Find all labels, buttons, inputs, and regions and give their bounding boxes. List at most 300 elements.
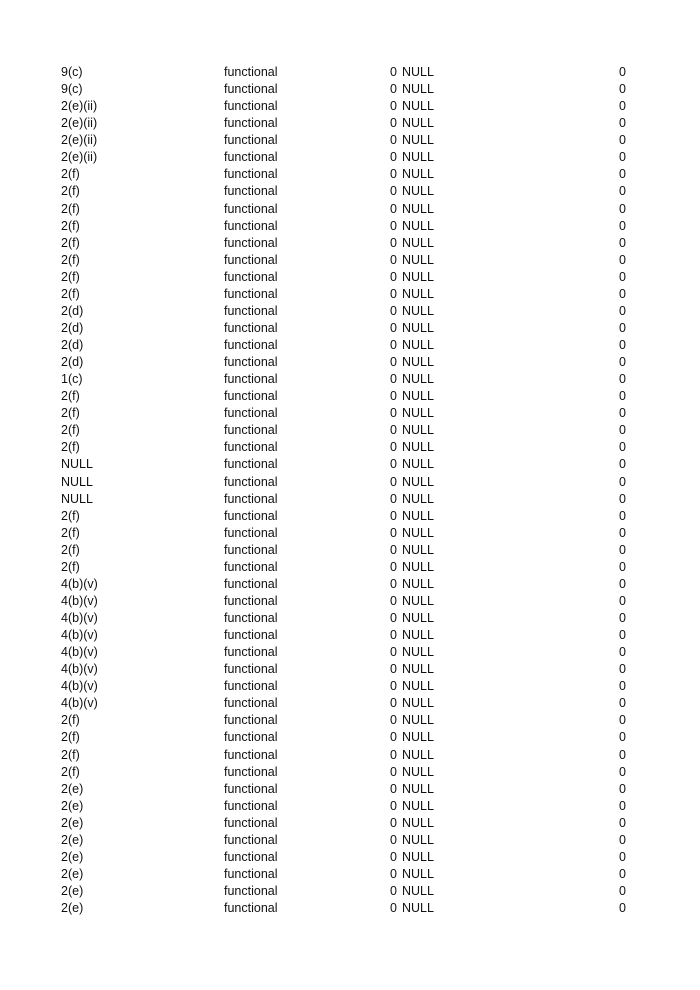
null-cell: NULL — [402, 747, 434, 762]
table-row — [0, 303, 700, 320]
ref-cell: 2(f) — [61, 235, 80, 250]
null-cell: NULL — [402, 423, 434, 438]
null-cell: NULL — [402, 201, 434, 216]
value-cell: 0 — [619, 252, 626, 267]
value-cell: 0 — [619, 440, 626, 455]
count-cell: 0 — [390, 457, 397, 472]
count-cell: 0 — [390, 901, 397, 916]
null-cell: NULL — [402, 286, 434, 301]
count-cell: 0 — [390, 866, 397, 881]
count-cell: 0 — [390, 423, 397, 438]
table-row — [0, 491, 700, 508]
value-cell: 0 — [619, 167, 626, 182]
null-cell: NULL — [402, 713, 434, 728]
table-row — [0, 525, 700, 542]
count-cell: 0 — [390, 82, 397, 97]
type-cell: functional — [224, 423, 278, 438]
ref-cell: 2(f) — [61, 167, 80, 182]
type-cell: functional — [224, 406, 278, 421]
type-cell: functional — [224, 116, 278, 131]
table-row — [0, 269, 700, 286]
null-cell: NULL — [402, 184, 434, 199]
ref-cell: 2(f) — [61, 559, 80, 574]
table-row — [0, 252, 700, 269]
ref-cell: 2(f) — [61, 201, 80, 216]
count-cell: 0 — [390, 184, 397, 199]
value-cell: 0 — [619, 372, 626, 387]
type-cell: functional — [224, 696, 278, 711]
type-cell: functional — [224, 82, 278, 97]
ref-cell: 2(d) — [61, 303, 84, 318]
null-cell: NULL — [402, 303, 434, 318]
null-cell: NULL — [402, 491, 434, 506]
count-cell: 0 — [390, 849, 397, 864]
count-cell: 0 — [390, 713, 397, 728]
count-cell: 0 — [390, 798, 397, 813]
count-cell: 0 — [390, 269, 397, 284]
table-row — [0, 286, 700, 303]
count-cell: 0 — [390, 440, 397, 455]
value-cell: 0 — [619, 866, 626, 881]
table-row — [0, 388, 700, 405]
ref-cell: 4(b)(v) — [61, 611, 98, 625]
table-row — [0, 64, 700, 81]
ref-cell: 2(e)(ii) — [61, 150, 98, 165]
type-cell: functional — [224, 525, 278, 540]
value-cell: 0 — [619, 286, 626, 301]
value-cell: 0 — [619, 559, 626, 574]
value-cell: 0 — [619, 696, 626, 711]
table-row — [0, 422, 700, 439]
table-row — [0, 183, 700, 200]
table-row — [0, 508, 700, 525]
null-cell: NULL — [402, 679, 434, 694]
count-cell: 0 — [390, 662, 397, 677]
ref-cell: 2(f) — [61, 269, 80, 284]
count-cell: 0 — [390, 252, 397, 267]
null-cell: NULL — [402, 849, 434, 864]
count-cell: 0 — [390, 525, 397, 540]
ref-cell: 4(b)(v) — [61, 576, 98, 591]
type-cell: functional — [224, 355, 278, 370]
table-row — [0, 712, 700, 729]
ref-cell: 2(d) — [61, 338, 84, 352]
count-cell: 0 — [390, 576, 397, 591]
count-cell: 0 — [390, 389, 397, 404]
null-cell: NULL — [402, 611, 434, 625]
type-cell: functional — [224, 99, 278, 114]
ref-cell: 9(c) — [61, 65, 83, 79]
table-row — [0, 832, 700, 849]
table-row — [0, 405, 700, 422]
count-cell: 0 — [390, 406, 397, 421]
table-row — [0, 849, 700, 866]
null-cell: NULL — [402, 781, 434, 796]
value-cell: 0 — [619, 184, 626, 199]
value-cell: 0 — [619, 781, 626, 796]
ref-cell: 2(e) — [61, 866, 84, 881]
null-cell: NULL — [402, 542, 434, 557]
ref-cell: 2(f) — [61, 406, 80, 421]
null-cell: NULL — [402, 866, 434, 881]
type-cell: functional — [224, 679, 278, 694]
value-cell: 0 — [619, 713, 626, 728]
null-cell: NULL — [402, 116, 434, 131]
table-row — [0, 610, 700, 627]
ref-cell: 1(c) — [61, 372, 83, 387]
null-cell: NULL — [402, 65, 434, 79]
null-cell: NULL — [402, 815, 434, 830]
null-cell: NULL — [402, 474, 434, 489]
ref-cell: 2(e) — [61, 815, 84, 830]
null-cell: NULL — [402, 696, 434, 711]
type-cell: functional — [224, 730, 278, 745]
null-cell: NULL — [402, 150, 434, 165]
value-cell: 0 — [619, 303, 626, 318]
type-cell: functional — [224, 65, 278, 79]
count-cell: 0 — [390, 218, 397, 233]
value-cell: 0 — [619, 542, 626, 557]
null-cell: NULL — [402, 645, 434, 660]
ref-cell: 4(b)(v) — [61, 628, 98, 643]
ref-cell: NULL — [61, 491, 93, 506]
type-cell: functional — [224, 320, 278, 335]
count-cell: 0 — [390, 747, 397, 762]
value-cell: 0 — [619, 201, 626, 216]
value-cell: 0 — [619, 269, 626, 284]
null-cell: NULL — [402, 525, 434, 540]
type-cell: functional — [224, 218, 278, 233]
count-cell: 0 — [390, 730, 397, 745]
count-cell: 0 — [390, 303, 397, 318]
table-row — [0, 883, 700, 900]
value-cell: 0 — [619, 355, 626, 370]
ref-cell: 2(f) — [61, 508, 80, 523]
type-cell: functional — [224, 184, 278, 199]
type-cell: functional — [224, 440, 278, 455]
ref-cell: 2(e) — [61, 832, 84, 847]
type-cell: functional — [224, 150, 278, 165]
ref-cell: 2(f) — [61, 730, 80, 745]
value-cell: 0 — [619, 815, 626, 830]
null-cell: NULL — [402, 235, 434, 250]
value-cell: 0 — [619, 849, 626, 864]
table-row — [0, 149, 700, 166]
type-cell: functional — [224, 457, 278, 472]
ref-cell: 2(e) — [61, 798, 84, 813]
value-cell: 0 — [619, 320, 626, 335]
value-cell: 0 — [619, 389, 626, 404]
value-cell: 0 — [619, 150, 626, 165]
count-cell: 0 — [390, 832, 397, 847]
value-cell: 0 — [619, 576, 626, 591]
table-row — [0, 781, 700, 798]
type-cell: functional — [224, 303, 278, 318]
null-cell: NULL — [402, 901, 434, 916]
value-cell: 0 — [619, 491, 626, 506]
type-cell: functional — [224, 901, 278, 916]
table-row — [0, 593, 700, 610]
table-row — [0, 218, 700, 235]
type-cell: functional — [224, 508, 278, 523]
type-cell: functional — [224, 764, 278, 779]
table-row — [0, 798, 700, 815]
count-cell: 0 — [390, 150, 397, 165]
count-cell: 0 — [390, 679, 397, 694]
type-cell: functional — [224, 474, 278, 489]
table-row — [0, 98, 700, 115]
ref-cell: 2(e)(ii) — [61, 99, 98, 114]
ref-cell: 2(d) — [61, 355, 84, 370]
value-cell: 0 — [619, 82, 626, 97]
ref-cell: 2(e) — [61, 884, 84, 898]
type-cell: functional — [224, 491, 278, 506]
null-cell: NULL — [402, 730, 434, 745]
value-cell: 0 — [619, 457, 626, 472]
null-cell: NULL — [402, 355, 434, 370]
type-cell: functional — [224, 832, 278, 847]
value-cell: 0 — [619, 611, 626, 625]
ref-cell: 2(f) — [61, 440, 80, 455]
count-cell: 0 — [390, 372, 397, 387]
type-cell: functional — [224, 713, 278, 728]
table-row — [0, 678, 700, 695]
null-cell: NULL — [402, 167, 434, 182]
null-cell: NULL — [402, 440, 434, 455]
ref-cell: 2(f) — [61, 542, 80, 557]
table-row — [0, 439, 700, 456]
type-cell: functional — [224, 645, 278, 660]
table-row — [0, 627, 700, 644]
ref-cell: NULL — [61, 457, 93, 472]
null-cell: NULL — [402, 764, 434, 779]
value-cell: 0 — [619, 628, 626, 643]
count-cell: 0 — [390, 65, 397, 79]
table-row — [0, 354, 700, 371]
type-cell: functional — [224, 611, 278, 625]
type-cell: functional — [224, 286, 278, 301]
data-table — [0, 64, 700, 917]
table-row — [0, 235, 700, 252]
null-cell: NULL — [402, 406, 434, 421]
count-cell: 0 — [390, 815, 397, 830]
type-cell: functional — [224, 252, 278, 267]
count-cell: 0 — [390, 286, 397, 301]
type-cell: functional — [224, 576, 278, 591]
value-cell: 0 — [619, 730, 626, 745]
ref-cell: 4(b)(v) — [61, 696, 98, 711]
type-cell: functional — [224, 167, 278, 182]
table-row — [0, 371, 700, 388]
count-cell: 0 — [390, 116, 397, 131]
value-cell: 0 — [619, 508, 626, 523]
null-cell: NULL — [402, 269, 434, 284]
ref-cell: 4(b)(v) — [61, 662, 98, 677]
value-cell: 0 — [619, 525, 626, 540]
null-cell: NULL — [402, 133, 434, 148]
ref-cell: 2(f) — [61, 423, 80, 438]
null-cell: NULL — [402, 252, 434, 267]
ref-cell: 2(e) — [61, 901, 84, 916]
table-row — [0, 456, 700, 473]
table-row — [0, 474, 700, 491]
value-cell: 0 — [619, 235, 626, 250]
count-cell: 0 — [390, 611, 397, 625]
count-cell: 0 — [390, 355, 397, 370]
type-cell: functional — [224, 201, 278, 216]
value-cell: 0 — [619, 593, 626, 608]
null-cell: NULL — [402, 576, 434, 591]
table-row — [0, 729, 700, 746]
type-cell: functional — [224, 269, 278, 284]
count-cell: 0 — [390, 133, 397, 148]
null-cell: NULL — [402, 508, 434, 523]
value-cell: 0 — [619, 133, 626, 148]
null-cell: NULL — [402, 628, 434, 643]
type-cell: functional — [224, 815, 278, 830]
type-cell: functional — [224, 662, 278, 677]
ref-cell: 2(e)(ii) — [61, 133, 98, 148]
type-cell: functional — [224, 628, 278, 643]
null-cell: NULL — [402, 389, 434, 404]
value-cell: 0 — [619, 65, 626, 79]
table-row — [0, 900, 700, 917]
table-row — [0, 115, 700, 132]
ref-cell: 4(b)(v) — [61, 645, 98, 660]
type-cell: functional — [224, 747, 278, 762]
value-cell: 0 — [619, 474, 626, 489]
table-row — [0, 644, 700, 661]
null-cell: NULL — [402, 320, 434, 335]
value-cell: 0 — [619, 99, 626, 114]
count-cell: 0 — [390, 235, 397, 250]
ref-cell: 2(f) — [61, 389, 80, 404]
count-cell: 0 — [390, 201, 397, 216]
value-cell: 0 — [619, 901, 626, 916]
null-cell: NULL — [402, 798, 434, 813]
ref-cell: 2(f) — [61, 525, 80, 540]
table-row — [0, 747, 700, 764]
value-cell: 0 — [619, 218, 626, 233]
table-row — [0, 201, 700, 218]
null-cell: NULL — [402, 559, 434, 574]
ref-cell: 9(c) — [61, 82, 83, 97]
ref-cell: 2(f) — [61, 713, 80, 728]
table-row — [0, 81, 700, 98]
ref-cell: 2(e) — [61, 781, 84, 796]
type-cell: functional — [224, 372, 278, 387]
count-cell: 0 — [390, 764, 397, 779]
ref-cell: NULL — [61, 474, 93, 489]
table-row — [0, 661, 700, 678]
ref-cell: 2(e)(ii) — [61, 116, 98, 131]
ref-cell: 2(e) — [61, 849, 84, 864]
ref-cell: 2(d) — [61, 320, 84, 335]
count-cell: 0 — [390, 167, 397, 182]
null-cell: NULL — [402, 662, 434, 677]
type-cell: functional — [224, 389, 278, 404]
count-cell: 0 — [390, 99, 397, 114]
value-cell: 0 — [619, 338, 626, 352]
count-cell: 0 — [390, 320, 397, 335]
ref-cell: 4(b)(v) — [61, 679, 98, 694]
value-cell: 0 — [619, 884, 626, 898]
value-cell: 0 — [619, 662, 626, 677]
count-cell: 0 — [390, 559, 397, 574]
null-cell: NULL — [402, 218, 434, 233]
ref-cell: 2(f) — [61, 286, 80, 301]
type-cell: functional — [224, 593, 278, 608]
value-cell: 0 — [619, 645, 626, 660]
table-row — [0, 866, 700, 883]
value-cell: 0 — [619, 798, 626, 813]
count-cell: 0 — [390, 508, 397, 523]
value-cell: 0 — [619, 764, 626, 779]
ref-cell: 2(f) — [61, 218, 80, 233]
null-cell: NULL — [402, 82, 434, 97]
value-cell: 0 — [619, 116, 626, 131]
count-cell: 0 — [390, 542, 397, 557]
table-row — [0, 132, 700, 149]
table-row — [0, 320, 700, 337]
type-cell: functional — [224, 133, 278, 148]
null-cell: NULL — [402, 832, 434, 847]
value-cell: 0 — [619, 679, 626, 694]
type-cell: functional — [224, 235, 278, 250]
ref-cell: 2(f) — [61, 747, 80, 762]
ref-cell: 2(f) — [61, 764, 80, 779]
count-cell: 0 — [390, 884, 397, 898]
null-cell: NULL — [402, 457, 434, 472]
count-cell: 0 — [390, 645, 397, 660]
null-cell: NULL — [402, 338, 434, 352]
count-cell: 0 — [390, 628, 397, 643]
ref-cell: 2(f) — [61, 184, 80, 199]
type-cell: functional — [224, 798, 278, 813]
null-cell: NULL — [402, 372, 434, 387]
table-row — [0, 542, 700, 559]
type-cell: functional — [224, 866, 278, 881]
ref-cell: 4(b)(v) — [61, 593, 98, 608]
type-cell: functional — [224, 849, 278, 864]
value-cell: 0 — [619, 423, 626, 438]
table-row — [0, 764, 700, 781]
count-cell: 0 — [390, 696, 397, 711]
table-row — [0, 337, 700, 354]
table-row — [0, 166, 700, 183]
ref-cell: 2(f) — [61, 252, 80, 267]
type-cell: functional — [224, 338, 278, 352]
value-cell: 0 — [619, 832, 626, 847]
count-cell: 0 — [390, 474, 397, 489]
null-cell: NULL — [402, 884, 434, 898]
count-cell: 0 — [390, 491, 397, 506]
table-row — [0, 559, 700, 576]
value-cell: 0 — [619, 747, 626, 762]
table-row — [0, 815, 700, 832]
type-cell: functional — [224, 559, 278, 574]
type-cell: functional — [224, 542, 278, 557]
type-cell: functional — [224, 781, 278, 796]
value-cell: 0 — [619, 406, 626, 421]
null-cell: NULL — [402, 593, 434, 608]
table-row — [0, 576, 700, 593]
count-cell: 0 — [390, 593, 397, 608]
type-cell: functional — [224, 884, 278, 898]
count-cell: 0 — [390, 338, 397, 352]
table-row — [0, 695, 700, 712]
count-cell: 0 — [390, 781, 397, 796]
